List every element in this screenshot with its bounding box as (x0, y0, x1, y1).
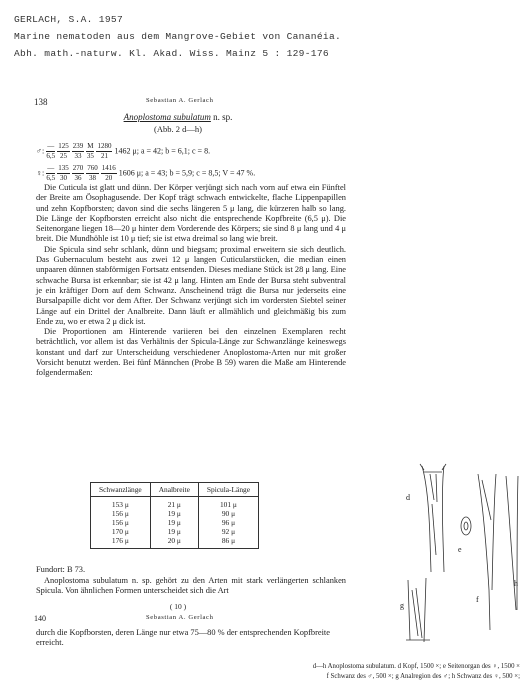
formula-fraction: $\frac{1416}{20}$ (101, 164, 116, 182)
running-head: Sebastian A. Gerlach (146, 97, 214, 104)
column-header: Analbreite (150, 483, 198, 497)
column-header: Spicula-Länge (198, 483, 258, 497)
table-row: 156 μ 19 μ 90 μ (91, 509, 259, 518)
continuation-text: durch die Kopfborsten, deren Länge nur etwa 75—80 % der entsprechenden Kopfbreite erreicht. (36, 628, 330, 648)
table-header-row (91, 483, 259, 497)
paragraph-cuticula: Die Cuticula ist glatt und dünn. Der Körper verjüngt sich nach vorn auf etwa ein Fünftel der Breite am Ösophagusende. Der Kopf trägt schwach entwickelte, flache Lippenpapillen und zehn Kopfborsten; davon sind die sechs längeren 5 μ lang, die kürzeren halb so lang. Die Länge der Kopfborsten erreicht also nicht die entsprechende Kopfbreite (6,5 μ). Die Seitenorgane liegen 18—20 μ hinter dem Vorderende des Körpers; sie sind 8 μ lang und 4 μ breit. Die Mundhöhle ist 10 μ tief; sie ist etwa dreimal so lang wie breit. (36, 183, 346, 244)
species-title (0, 112, 356, 122)
figure-reference: (Abb. 2 d—h) (154, 124, 202, 134)
nematode-figure (396, 460, 526, 648)
formula-fraction: $\frac{270}{36}$ (72, 164, 84, 182)
figure-label-d: d (406, 493, 410, 502)
formula-male (36, 142, 210, 161)
male-sign: ♂: (36, 146, 45, 156)
formula-result: 1606 μ; a = 43; b = 5,9; c = 8,5; V = 47 %. (118, 168, 256, 178)
table-row: 176 μ 20 μ 86 μ (91, 536, 259, 549)
measurement-table (90, 482, 259, 549)
paragraph-spicula: Die Spicula sind sehr schlank, dünn und biegsam; proximal erweitern sie sich deutlich. Das Gubernaculum besteht aus zwei 12 μ langen Cuticularstücken, die median einen unpaaren dünnen stabförmigen Fortsatz entsenden. Dieses mediane Stück ist 28 μ lang. Eine schwache Bursa ist erkennbar; sie ist 42 μ lang. Hinten am Ende der Bursa steht subventral je ein kräftiger Dorn auf dem Schwanz. Anscheinend trägt die Bursa nur jederseits eine Bursalpapille dicht vor dem After. Der Schwanz verjüngt sich im vordersten Siebtel seiner Länge auf ein Drittel der Analbreite. Dann läuft er allmählich und gleichmäßig bis zum Ende zu, wo er etwa 2 μ dick ist. (36, 244, 346, 326)
formula-fraction: $\frac{239}{33}$ (72, 142, 84, 160)
figure-f-male-tail (478, 474, 496, 630)
formula-fraction: $\frac{125}{25}$ (58, 142, 69, 160)
running-head-2: Sebastian A. Gerlach (146, 614, 214, 621)
table-row: 153 μ 21 μ 101 μ (91, 497, 259, 510)
citation-journal: Abh. math.-naturw. Kl. Akad. Wiss. Mainz 5 : 129-176 (14, 48, 329, 59)
body-text (36, 183, 346, 379)
formula-fraction: $\frac{—}{6,5}$ (46, 164, 56, 182)
figure-h-female-tail (506, 476, 518, 610)
table-row: 156 μ 19 μ 96 μ (91, 518, 259, 527)
figure-label-e: e (458, 545, 462, 554)
formula-fraction: $\frac{135}{30}$ (58, 164, 69, 182)
page-number: 138 (34, 97, 48, 107)
caption-line-2: f Schwanz des ♂, 500 ×; g Analregion des ♂; h Schwanz des ♀, 500 ×; (326, 673, 520, 680)
formula-fraction: $\frac{—}{6,5}$ (46, 142, 56, 160)
figure-label-g: g (400, 601, 404, 610)
citation-title: Marine nematoden aus dem Mangrove-Gebiet von Cananéia. (14, 31, 342, 42)
figure-g-anal-region (406, 578, 430, 642)
species-name: Anoplostoma subulatum (123, 112, 211, 122)
table-row: 170 μ 19 μ 92 μ (91, 527, 259, 536)
figure-caption (200, 662, 520, 682)
formula-result: 1462 μ; a = 42; b = 6,1; c = 8. (114, 146, 211, 156)
figure-d-head (420, 464, 446, 572)
citation-author-year: GERLACH, S.A. 1957 (14, 14, 124, 25)
column-header: Schwanzlänge (91, 483, 151, 497)
paragraph-proportionen: Die Proportionen am Hinterende variieren bei den einzelnen Exemplaren recht beträchtlich, vor allem ist das Verhältnis der Spicula-Länge zur Schwanzlänge keineswegs konstant und darf zur Unterscheidung verschiedener Anoplostoma-Arten nur mit großer Vorsicht benutzt werden. Bei fünf Männchen (Probe B 59) waren die Maße am Hinterende folgendermaßen: (36, 327, 346, 378)
formula-fraction: $\frac{1280}{21}$ (97, 142, 112, 160)
page-number-2: 140 (34, 614, 46, 623)
paragraph-comparison: Anoplostoma subulatum n. sp. gehört zu den Arten mit stark verlängerten schlanken Spicula. Von ähnlichen Formen unterscheidet sich die Art (36, 576, 346, 596)
formula-female (36, 164, 255, 183)
formula-fraction: $\frac{760}{38}$ (87, 164, 98, 182)
figure-e-lateral-organ (461, 517, 471, 535)
figure-label-f: f (476, 595, 479, 604)
formula-fraction: $\frac{M}{35}$ (86, 142, 94, 160)
female-sign: ♀: (36, 168, 45, 178)
page-marker: ( 10 ) (169, 602, 187, 611)
fundort: Fundort: B 73. (36, 565, 86, 574)
species-suffix: n. sp. (210, 112, 233, 122)
figure-label-h: h (514, 579, 518, 588)
caption-line-1: d—h Anoplostoma subulatum. d Kopf, 1500 ×; e Seitenorgan des ♀, 1500 × (312, 663, 520, 670)
